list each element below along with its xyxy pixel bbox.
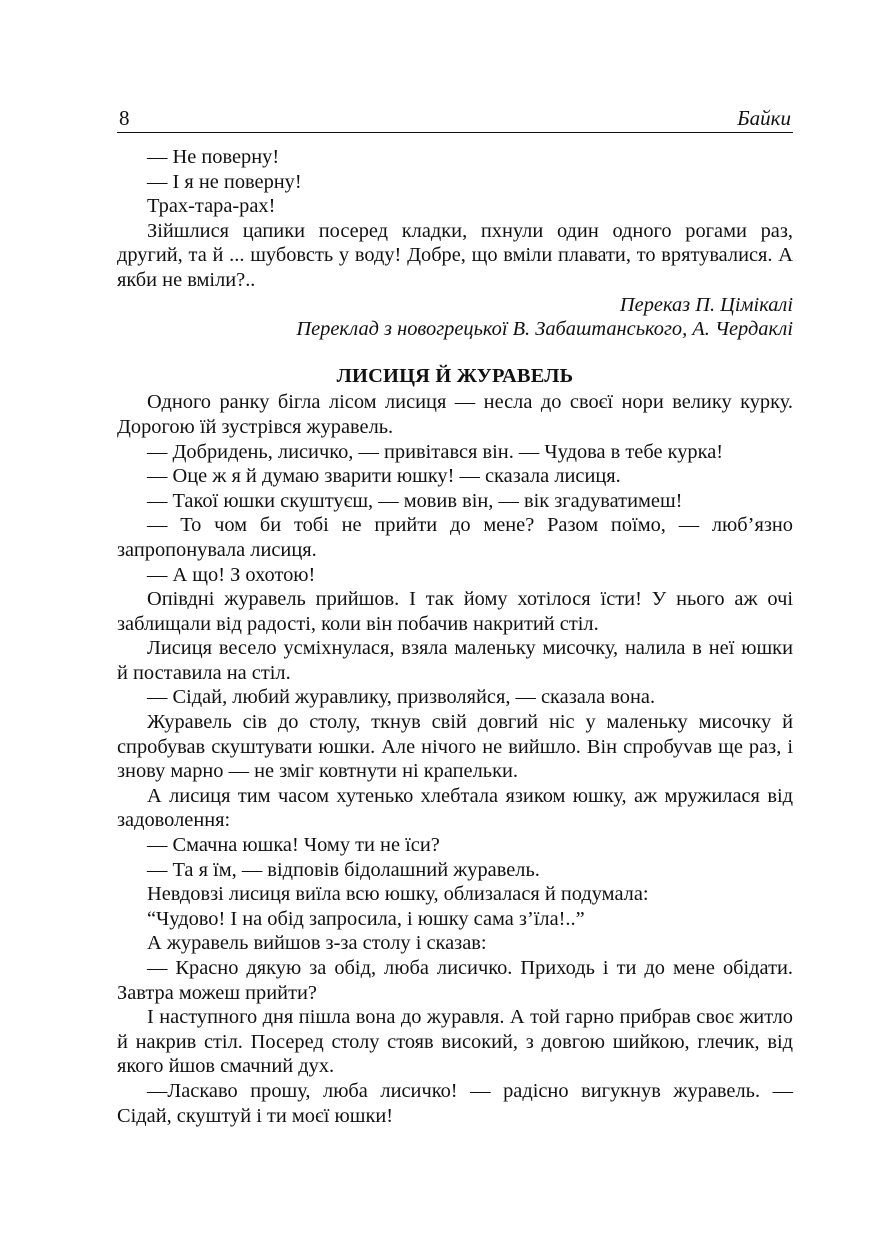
paragraph: А лисиця тим часом хутенько хлебтала язиком юшку, аж мружилася від задоволення:	[117, 784, 793, 832]
translation-credit: Переклад з новогрецької В. Забаштанського, А. Чердаклі	[296, 318, 793, 341]
paragraph: Журавель сів до столу, ткнув свій довгий ніс у маленьку мисочку й спробував скуштувати юшки. Але нічого не вийшло. Він спробуvав ще раз, і знову марно — не зміг ковтнути ні крапельки.	[117, 711, 793, 783]
running-title: Байки	[737, 106, 791, 130]
paragraph: — А що! З охотою!	[147, 563, 316, 586]
previous-story-ending	[117, 145, 793, 342]
paragraph: “Чудово! І на обід запросила, і юшку сама з’їла!..”	[147, 907, 585, 930]
paragraph: Трах-тара-рах!	[147, 195, 276, 218]
paragraph: Лисиця весело усміхнулася, взяла маленьку мисочку, налила в неї юшки й поставила на стіл.	[117, 637, 793, 684]
paragraph: — Добридень, лисичко, — привітався він. — Чудова в тебе курка!	[147, 440, 724, 463]
page-number: 8	[119, 106, 130, 130]
paragraph: — Сідай, любий журавлику, призволяйся, — сказала вона.	[147, 686, 656, 709]
paragraph: — Не поверну!	[147, 146, 280, 168]
paragraph: — І я не поверну!	[147, 170, 302, 193]
paragraph: — Красно дякую за обід, люба лисичко. Приходь і ти до мене обідати. Завтра можеш прийти?	[117, 957, 793, 1004]
story-text	[117, 390, 793, 1128]
page-body	[117, 145, 793, 1128]
paragraph: Опівдні журавель прийшов. І так йому хотілося їсти! У нього аж очі заблищали від радості, коли він побачив накритий стіл.	[117, 588, 793, 635]
paragraph: Невдовзі лисиця виїла всю юшку, облизалася й подумала:	[147, 883, 649, 906]
story-title: ЛИСИЦЯ Й ЖУРАВЕЛЬ	[336, 364, 574, 387]
paragraph: — Та я їм, — відповів бідолашний журавель.	[147, 858, 540, 881]
paragraph: А журавель вийшов з-за столу і сказав:	[147, 932, 487, 955]
paragraph: Зійшлися цапики посеред кладки, пхнули один одного рогами раз, другий, та й ... шубовсть у воду! Добре, що вміли плавати, то врятувалися. А якби не вміли?..	[117, 219, 793, 291]
paragraph: — То чом би тобі не прийти до мене? Разом поїмо, — люб’язно запропонувала лисиця.	[117, 514, 793, 561]
paragraph: Одного ранку бігла лісом лисиця — несла до своєї нори велику курку. Дорогою їй зустрівся журавель.	[117, 391, 793, 438]
retelling-credit: Переказ П. Цімікалі	[619, 293, 793, 316]
paragraph: — Смачна юшка! Чому ти не їси?	[147, 834, 440, 857]
page-header	[117, 104, 793, 133]
paragraph: —Ласкаво прошу, люба лисичко! — радісно вигукнув журавель. — Сідай, скуштуй і ти моєї юшки!	[117, 1079, 793, 1127]
paragraph: І наступного дня пішла вона до журавля. А той гарно прибрав своє житло й накрив стіл. Посеред столу стояв високий, з довгою шийкою, глечик, від якого йшов смачний дух.	[117, 1006, 793, 1078]
paragraph: — Оце ж я й думаю зварити юшку! — сказала лисиця.	[147, 465, 621, 488]
paragraph: — Такої юшки скуштуєш, — мовив він, — вік згадуватимеш!	[147, 489, 683, 512]
